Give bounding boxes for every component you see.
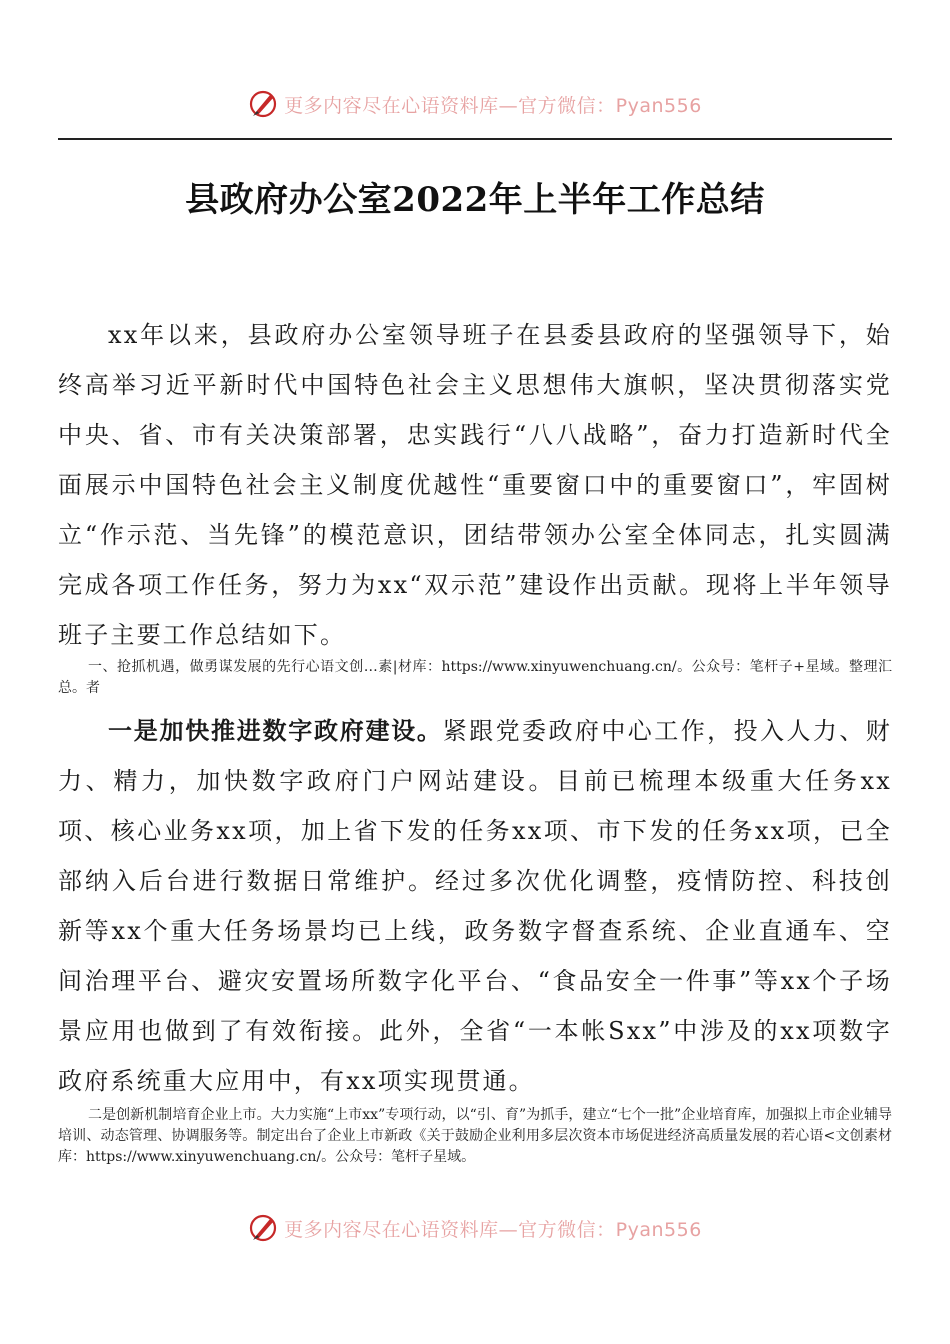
document-title: 县政府办公室2022年上半年工作总结 [185, 180, 765, 220]
note-1: 一、抢抓机遇，做勇谋发展的先行心语文创…素|材库：https://www.xinyuwenchuang.cn/。公众号：笔杆子+星域。整理汇总。者 [58, 659, 892, 696]
paragraph-2 [58, 706, 892, 1106]
paragraph-2-body: 紧跟党委政府中心工作，投入人力、财力、精力，加快数字政府门户网站建设。目前已梳理本级重大任务xx项、核心业务xx项，加上省下发的任务xx项、市下发的任务xx项，已全部纳入后台进行数据日常维护。经过多次优化调整，疫情防控、科技创新等xx个重大任务场景均已上线，政务数字督查系统、企业直通车、空间治理平台、避灾安置场所数字化平台、“食品安全一件事”等xx个子场景应用也做到了有效衔接。此外，全省“一本帐Sxx”中涉及的xx项数字政府系统重大应用中，有xx项实现贯通。 [58, 717, 893, 1095]
header-banner-text: 更多内容尽在心语资料库—官方微信：Pyan556 [284, 94, 702, 117]
paragraph-1: xx年以来，县政府办公室领导班子在县委县政府的坚强领导下，始终高举习近平新时代中国特色社会主义思想伟大旗帜，坚决贯彻落实党中央、省、市有关决策部署，忠实践行“八八战略”，奋力打造新时代全面展示中国特色社会主义制度优越性“重要窗口中的重要窗口”，牢固树立“作示范、当先锋”的模范意识，团结带领办公室全体同志，扎实圆满完成各项工作任务，努力为xx“双示范”建设作出贡献。现将上半年领导班子主要工作总结如下。 [58, 321, 892, 649]
header-banner [0, 84, 950, 124]
pen-circle-logo-icon [248, 1213, 278, 1243]
footer-wechat-id: Pyan556 [615, 1218, 702, 1241]
header-rule [58, 138, 892, 140]
pen-circle-logo-icon [248, 89, 278, 119]
footer-banner-text: 更多内容尽在心语资料库—官方微信：Pyan556 [284, 1218, 702, 1241]
footer-banner [0, 1208, 950, 1248]
header-wechat-id: Pyan556 [615, 94, 702, 117]
paragraph-2-lead: 一是加快推进数字政府建设。 [108, 717, 443, 745]
note-2: 二是创新机制培育企业上市。大力实施“上市xx”专项行动，以“引、育”为抓手，建立“七个一批”企业培育库，加强拟上市企业辅导培训、动态管理、协调服务等。制定出台了企业上市新政《关于鼓励企业利用多层次资本市场促进经济高质量发展的若心语<文创素材库：https://www.xinyuwenchuang.cn/。公众号：笔杆子星域。 [58, 1107, 892, 1165]
